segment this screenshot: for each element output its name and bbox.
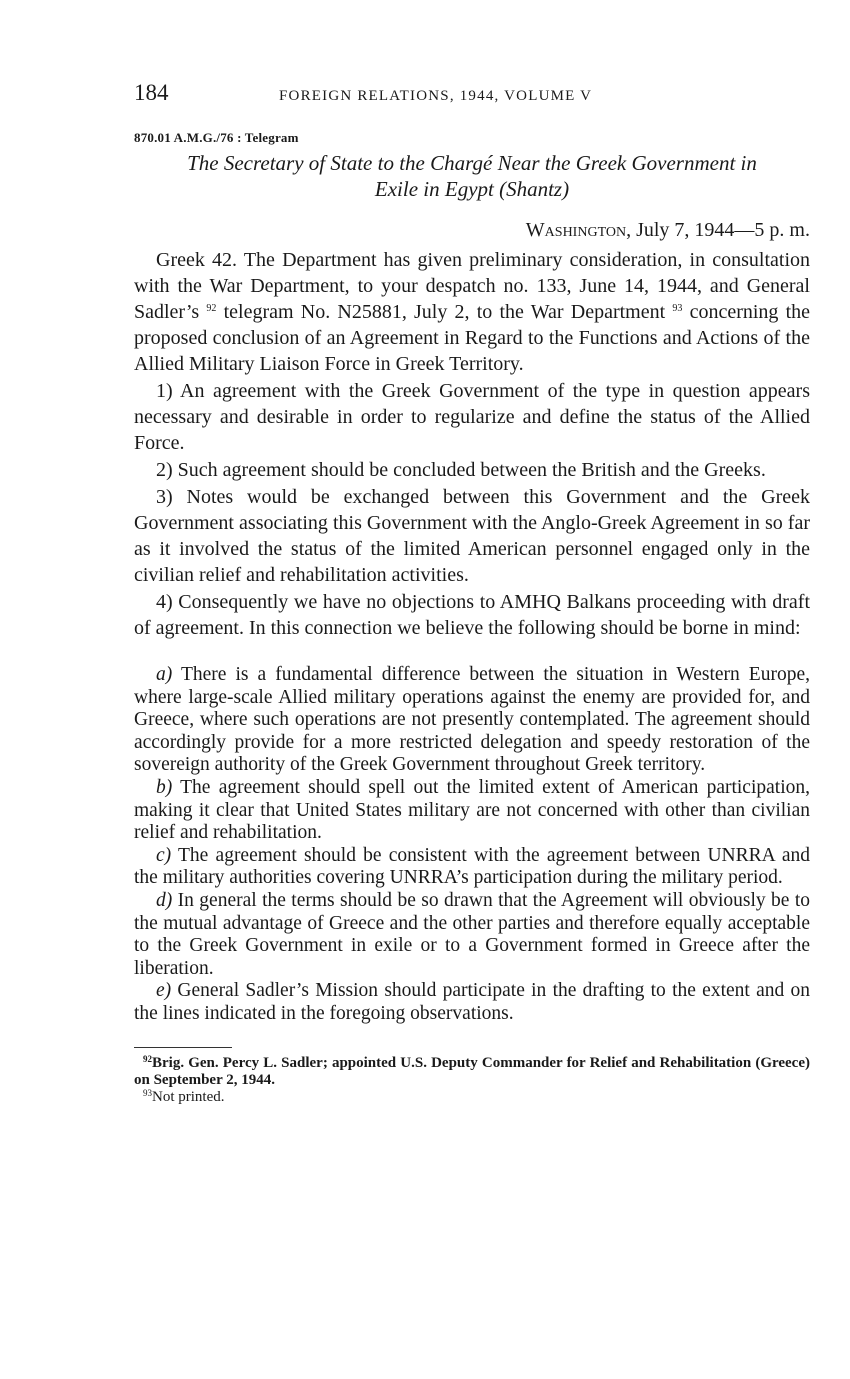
numbered-paragraph: 3) Notes would be exchanged between this Government and the Greek Government associating this Government with the Anglo-Greek Agreement in so far as it involved the status of the limited American personnel engaged only in the civilian relief and rehabilitation activities. [134, 486, 810, 586]
footnotes [134, 1055, 810, 1106]
telegram-body [134, 247, 810, 641]
lettered-item: e) General Sadler’s Mission should participate in the drafting to the extent and on the lines indicated in the foregoing observations. [134, 980, 810, 1024]
document-id: 870.01 A.M.G./76 : Telegram [134, 130, 299, 145]
running-head [134, 80, 810, 114]
heading-recipient: (Shantz) [499, 177, 570, 201]
lettered-item: d) In general the terms should be so drawn that the Agreement will obviously be to the mutual advantage of Greece and the other parties and therefore equally acceptable to the Greek Government in exile or to a Government formed in Greece after the liberation. [134, 889, 810, 979]
lettered-item: c) The agreement should be consistent with the agreement between UNRRA and the military authorities covering UNRRA’s participation during the military period. [134, 844, 810, 889]
footnote-divider [134, 1047, 232, 1048]
dateline-place: Washington, [525, 219, 632, 241]
book-title: FOREIGN RELATIONS, 1944, VOLUME V [279, 88, 593, 104]
numbered-paragraph: 1) An agreement with the Greek Government of the type in question appears necessary and desirable in order to regularize and define the status of the Allied Force. [134, 380, 810, 454]
page-number: 184 [134, 80, 169, 105]
document-heading [134, 150, 810, 202]
footnote-mark: 92 [143, 1053, 152, 1064]
heading-line-1: The Secretary of State to the Chargé Near the Greek Government in [187, 151, 757, 175]
numbered-paragraph: 4) Consequently we have no objections to AMHQ Balkans proceeding with draft of agreement. In this connection we believe the following should be borne in mind: [134, 591, 810, 639]
footnote: $^{92}$Brig. Gen. Percy L. Sadler; appointed U.S. Deputy Commander for Relief and Rehabilitation (Greece) on September 2, 1944. [134, 1053, 810, 1088]
footnote: $^{93}$Not printed. [143, 1087, 225, 1105]
heading-line-2 [134, 176, 810, 202]
footnote-ref: 93 [672, 303, 683, 314]
dateline-date: July 7, 1944—5 p. m. [636, 219, 810, 241]
lettered-item: a) There is a fundamental difference between the situation in Western Europe, where large-scale Allied military operations against the enemy are provided for, and Greece, where such operations are not presently contemplated. The agreement should accordingly provide for a more restricted delegation and speedy restoration of the sovereign authority of the Greek Government throughout Greek territory. [134, 664, 810, 776]
document-page [134, 80, 810, 1106]
lettered-item: b) The agreement should spell out the limited extent of American participation, making it clear that United States military are not concerned with other than civilian relief and rehabilitation. [134, 776, 810, 844]
numbered-paragraph: 2) Such agreement should be concluded between the British and the Greeks. [156, 459, 766, 481]
body-paragraph: Greek 42. The Department has given preliminary consideration, in consultation with the War Department, to your despatch no. 133, June 14, 1944, and General Sadler’s $^{92}$ telegram No. N25881, July 2, to the War Department $^{93}$ concerning the proposed conclusion of an Agreement in Regard to the Functions and Actions of the Allied Military Liaison Force in Greek Territory. [134, 249, 811, 375]
lettered-items [134, 664, 810, 1026]
footnote-ref: 92 [206, 303, 217, 314]
footnote-mark: 93 [143, 1087, 152, 1098]
dateline [134, 219, 810, 242]
heading-place: Exile in Egypt [374, 177, 494, 201]
